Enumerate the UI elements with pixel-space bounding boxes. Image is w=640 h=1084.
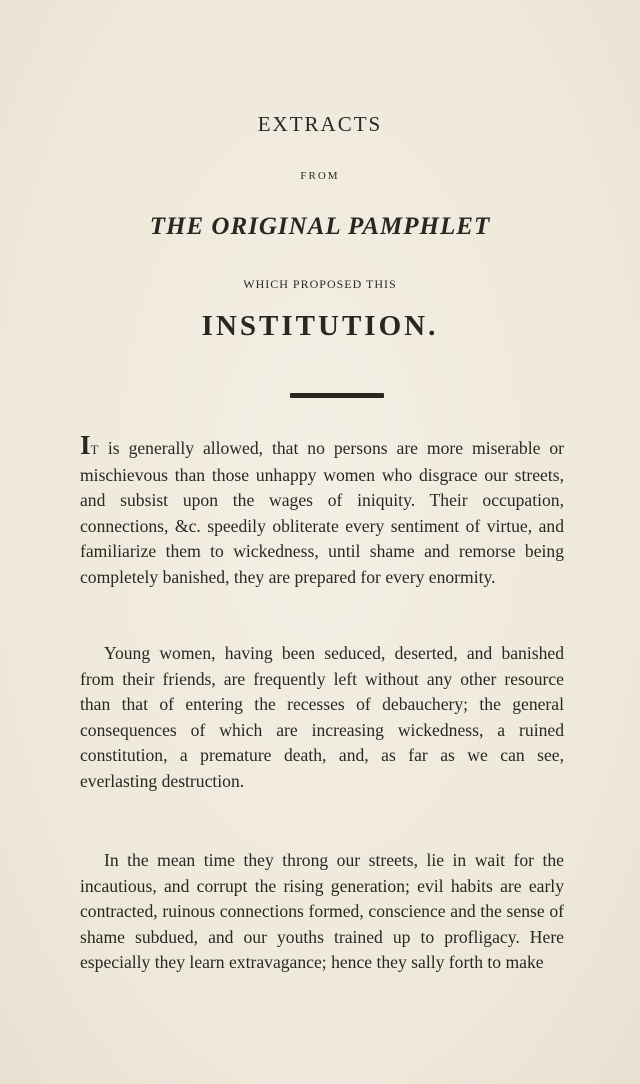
heading-from: FROM [300, 170, 340, 182]
heading-extracts: EXTRACTS [257, 112, 383, 136]
paragraph-1 [80, 432, 564, 591]
paragraph-1-text: is generally allowed, that no persons are more miserable or mischievous than those unhappy women who disgrace our streets, and subsist upon the wages of iniquity. Their occupation, connections, &c. speedily obliterate every sentiment of virtue, and familiarize them to wickedness, until shame and remorse being completely banished, they are prepared for every enormity. [80, 438, 564, 587]
ornamental-rule [290, 393, 384, 398]
heading-institution: INSTITUTION. [201, 310, 439, 342]
paragraph-2: Young women, having been seduced, deserted, and banished from their friends, are frequently left without any other resource than that of entering the recesses of debauchery; the general consequences of which are increasing wickedness, a ruined constitution, a premature death, and, as far as we can see, everlasting destruction. [80, 643, 564, 791]
paragraph-3: In the mean time they throng our streets, lie in wait for the incautious, and corrupt the rising generation; evil habits are early contracted, ruinous connections formed, conscience and the sense of shame subdued, and our youths trained up to profligacy. Here especially they learn extravagance; hence they sally forth to make [80, 850, 564, 973]
heading-which-proposed: WHICH PROPOSED THIS [243, 277, 397, 291]
drop-cap: I [80, 430, 91, 460]
small-caps: T [90, 442, 99, 457]
heading-pamphlet-title: THE ORIGINAL PAMPHLET [149, 213, 491, 240]
